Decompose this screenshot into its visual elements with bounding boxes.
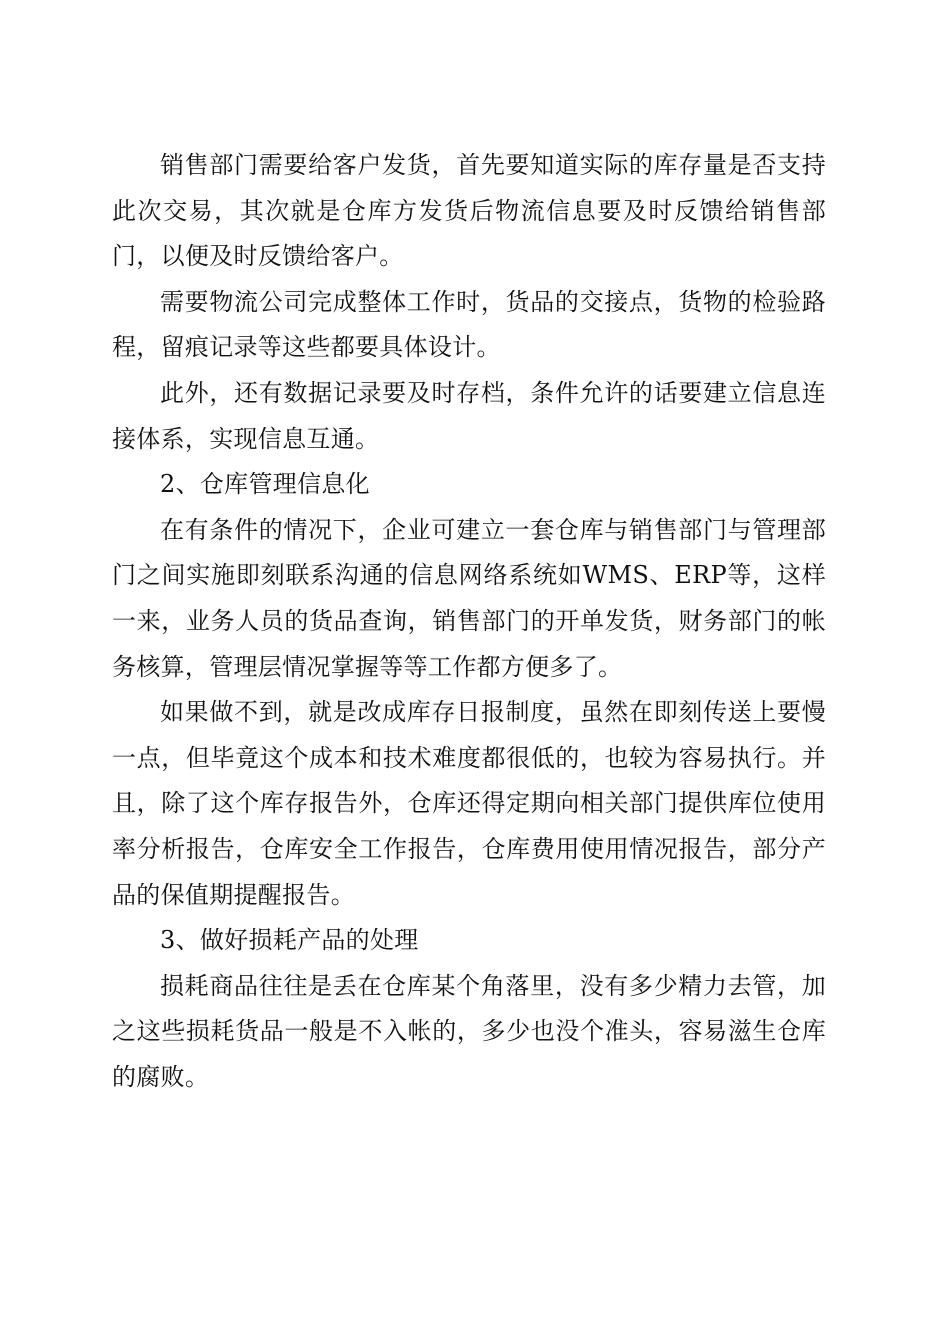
paragraph-shipping-inventory: 销售部门需要给客户发货，首先要知道实际的库存量是否支持此次交易，其次就是仓库方发货后物流信息要及时反馈给销售部门，以便及时反馈给客户。 — [112, 151, 826, 271]
section-heading-loss-products: 3、做好损耗产品的处理 — [160, 926, 419, 955]
paragraph-info-network: 在有条件的情况下，企业可建立一套仓库与销售部门与管理部门之间实施即刻联系沟通的信息网络系统如WMS、ERP等，这样一来，业务人员的货品查询，销售部门的开单发货，财务部门的帐务核算，管理层情况掌握等等工作都方便多了。 — [112, 515, 826, 681]
paragraph-data-records: 此外，还有数据记录要及时存档，条件允许的话要建立信息连接体系，实现信息互通。 — [112, 378, 826, 453]
paragraph-logistics-handover: 需要物流公司完成整体工作时，货品的交接点，货物的检验路程，留痕记录等这些都要具体设计。 — [112, 287, 826, 362]
document-page — [112, 143, 826, 1100]
paragraph-loss-goods: 损耗商品往往是丢在仓库某个角落里，没有多少精力去管，加之这些损耗货品一般是不入帐的，多少也没个准头，容易滋生仓库的腐败。 — [112, 971, 826, 1091]
paragraph-daily-report: 如果做不到，就是改成库存日报制度，虽然在即刻传送上要慢一点，但毕竟这个成本和技术难度都很低的，也较为容易执行。并且，除了这个库存报告外，仓库还得定期向相关部门提供库位使用率分析报告，仓库安全工作报告，仓库费用使用情况报告，部分产品的保值期提醒报告。 — [112, 698, 826, 909]
section-heading-informatization: 2、仓库管理信息化 — [160, 470, 370, 499]
